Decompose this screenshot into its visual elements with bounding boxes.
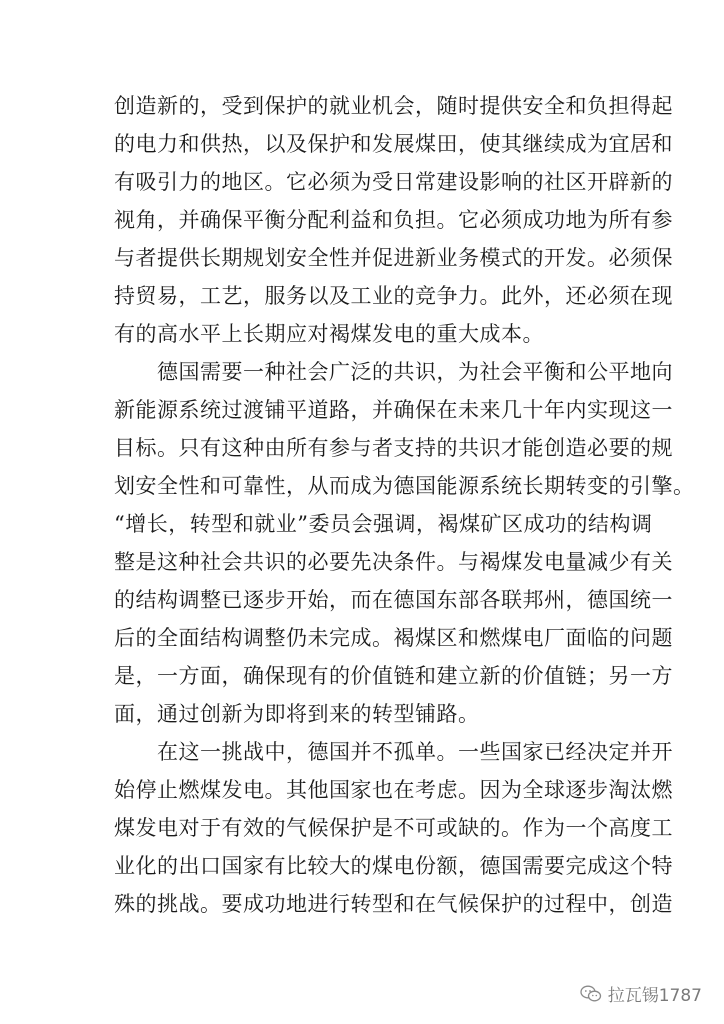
text-line: 新能源系统过渡铺平道路，并确保在未来几十年内实现这一 [114, 398, 673, 422]
text-line: 始停止燃煤发电。其他国家也在考虑。因为全球逐步淘汰燃 [114, 778, 673, 802]
text-line: 持贸易，工艺，服务以及工业的竞争力。此外，还必须在现 [114, 284, 673, 308]
text-line: “增长，转型和就业”委员会强调，褐煤矿区成功的结构调 [114, 512, 653, 536]
paragraph-start-line: 德国需要一种社会广泛的共识，为社会平衡和公平地向 [114, 360, 673, 384]
text-line: 划安全性和可靠性，从而成为德国能源系统长期转变的引擎。 [114, 474, 695, 498]
text-line: 有吸引力的地区。它必须为受日常建设影响的社区开辟新的 [114, 170, 673, 194]
text-line: 与者提供长期规划安全性并促进新业务模式的开发。必须保 [114, 246, 673, 270]
watermark [580, 981, 702, 1006]
wechat-icon [580, 985, 602, 1003]
text-line: 后的全面结构调整仍未完成。褐煤区和燃煤电厂面临的问题 [114, 626, 673, 650]
text-line: 煤发电对于有效的气候保护是不可或缺的。作为一个高度工 [114, 816, 673, 840]
text-line: 创造新的，受到保护的就业机会，随时提供安全和负担得起 [114, 94, 673, 118]
text-line: 的结构调整已逐步开始，而在德国东部各联邦州，德国统一 [114, 588, 673, 612]
text-line: 殊的挑战。要成功地进行转型和在气候保护的过程中，创造 [114, 892, 673, 916]
text-line: 的电力和供热，以及保护和发展煤田，使其继续成为宜居和 [114, 132, 673, 156]
text-line: 有的高水平上长期应对褐煤发电的重大成本。 [114, 322, 544, 346]
watermark-text: 拉瓦锡1787 [607, 986, 702, 1006]
paragraph-start-line: 在这一挑战中，德国并不孤单。一些国家已经决定并开 [114, 740, 673, 764]
text-line: 业化的出口国家有比较大的煤电份额，德国需要完成这个特 [114, 854, 673, 878]
text-line: 视角，并确保平衡分配利益和负担。它必须成功地为所有参 [114, 208, 673, 232]
text-line: 是，一方面，确保现有的价值链和建立新的价值链；另一方 [114, 664, 673, 688]
text-line: 面，通过创新为即将到来的转型铺路。 [114, 702, 480, 726]
text-line: 目标。只有这种由所有参与者支持的共识才能创造必要的规 [114, 436, 673, 460]
text-line: 整是这种社会共识的必要先决条件。与褐煤发电量减少有关 [114, 550, 673, 574]
